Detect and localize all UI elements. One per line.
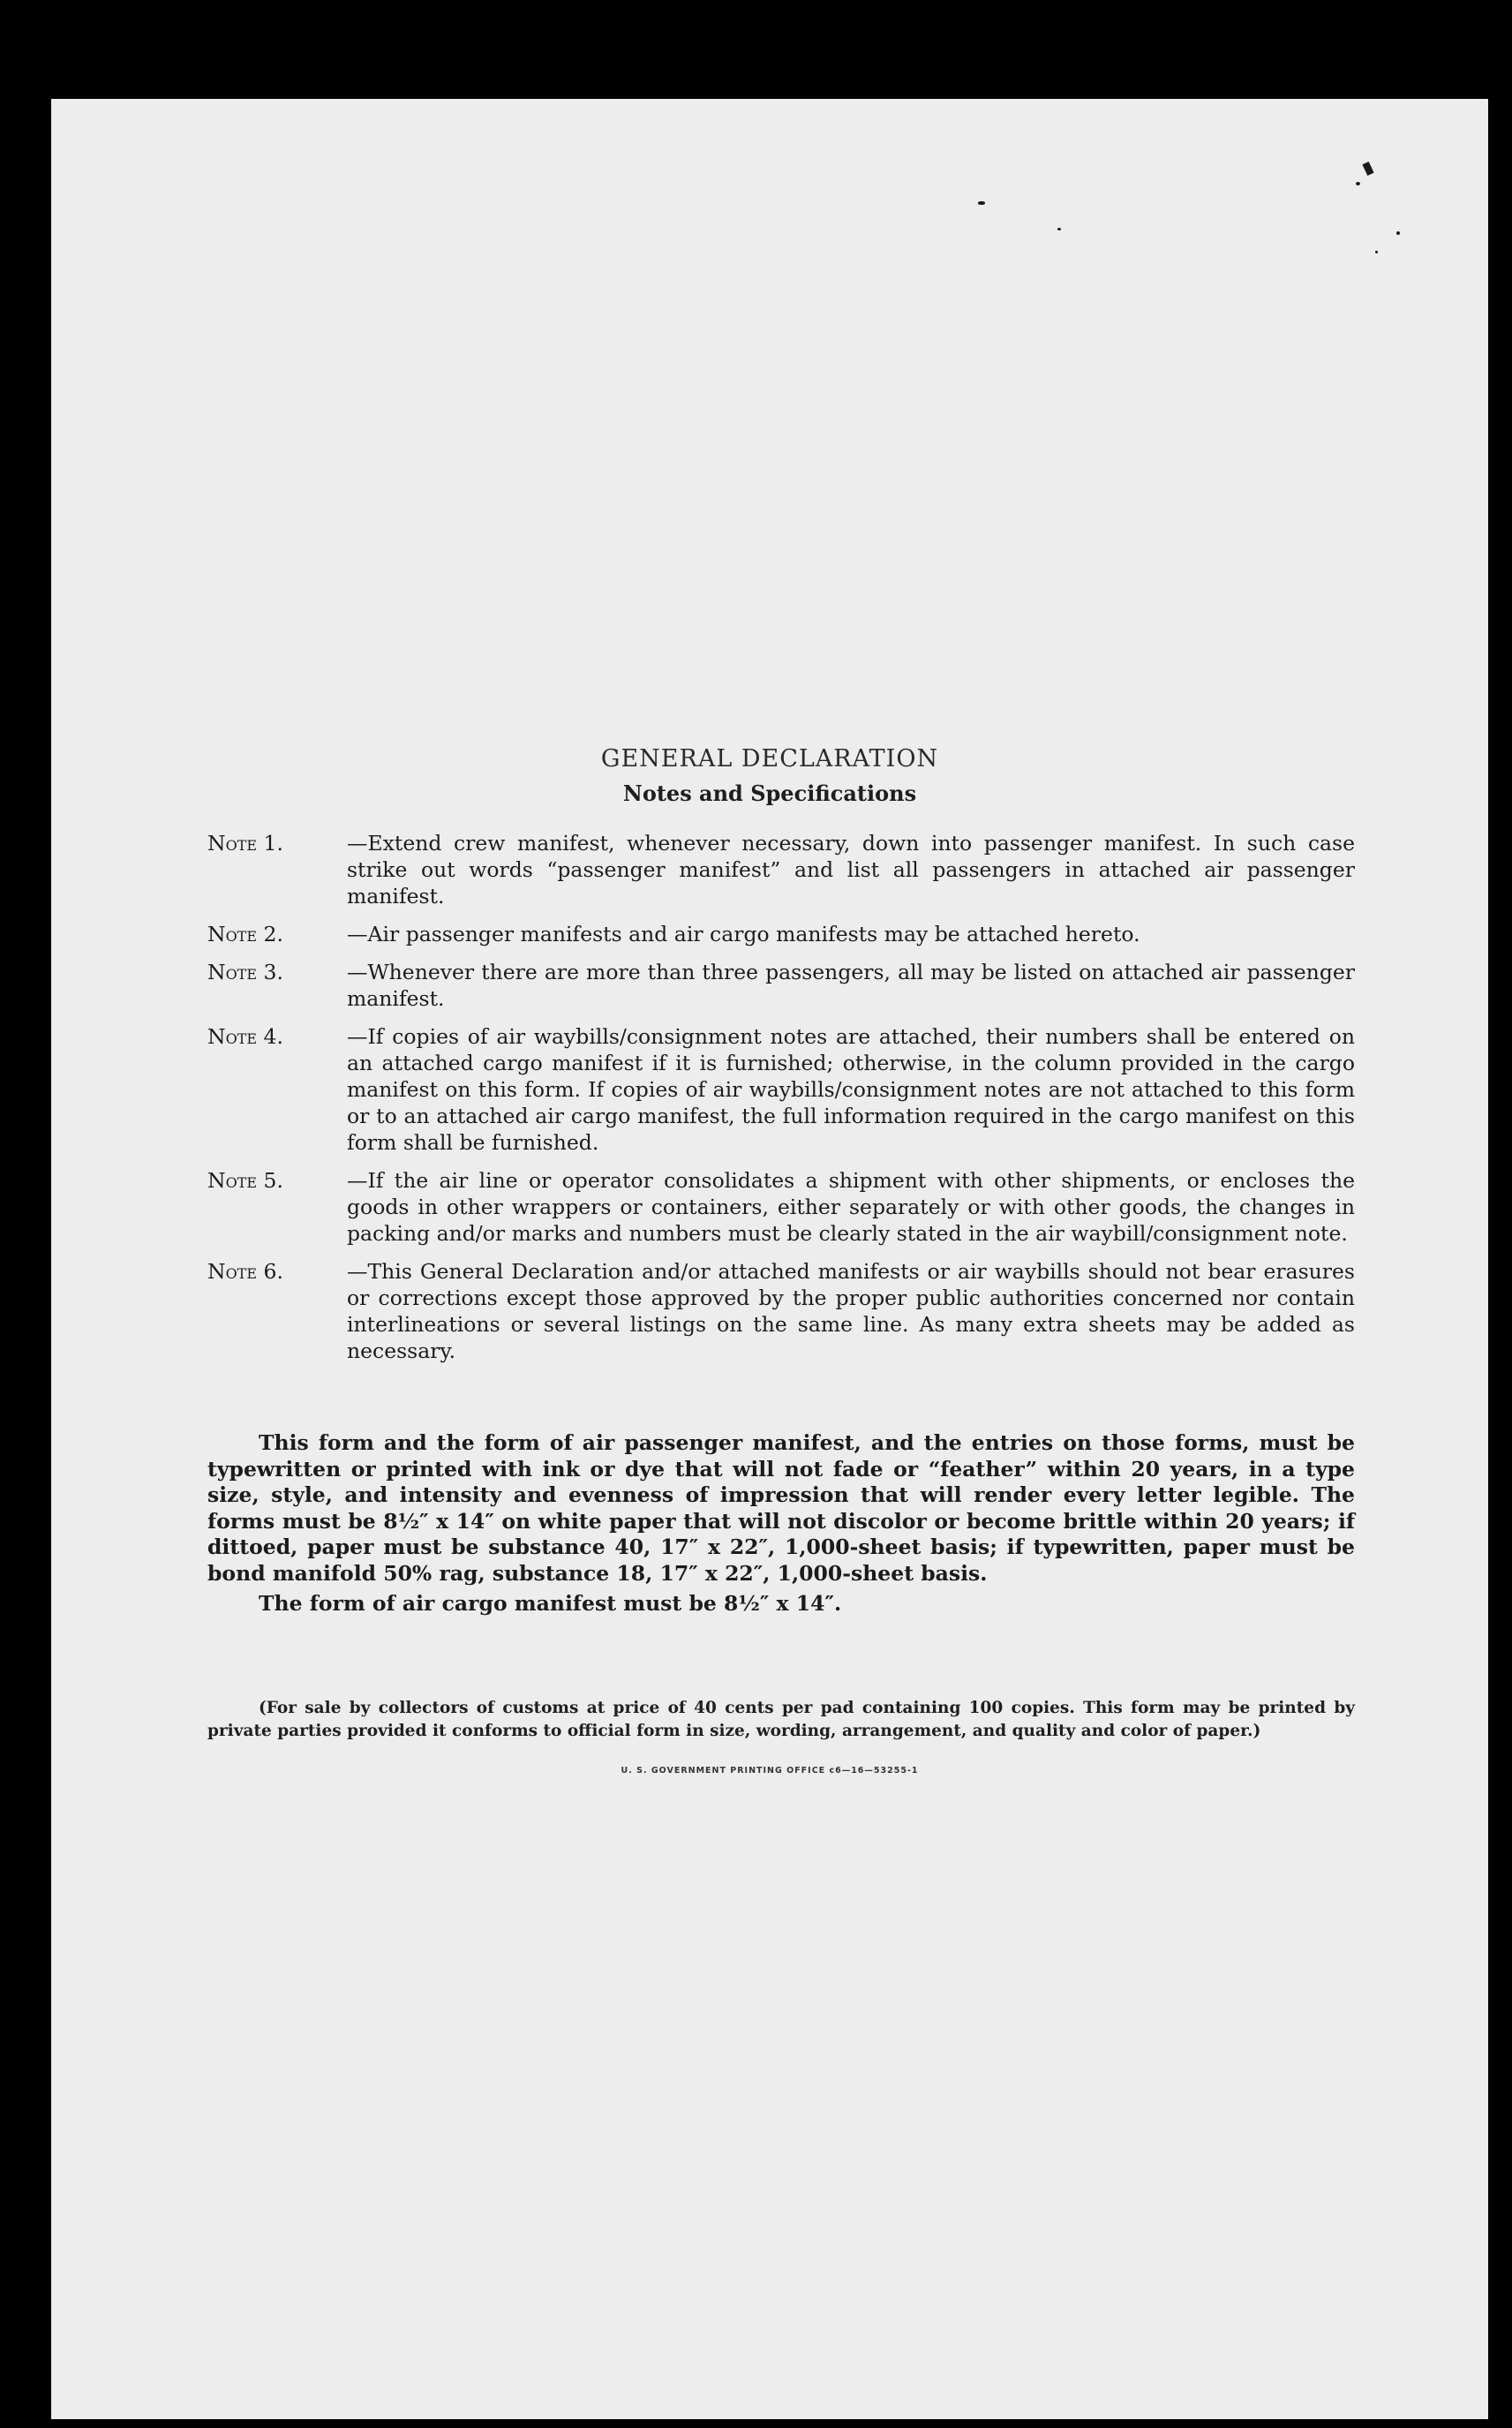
ink-speck bbox=[978, 201, 985, 205]
note-5 bbox=[207, 1167, 1355, 1247]
note-text: —Extend crew manifest, whenever necessary, down into passenger manifest. In such case strike out words “passenger manifest” and list all passengers in attached air passenger manifest. bbox=[347, 831, 1355, 909]
note-label: Note 6. bbox=[207, 1259, 283, 1284]
note-text: —If the air line or operator consolidates a shipment with other shipments, or encloses the goods in other wrappers or containers, either separately or with other goods, the changes in packing and/or marks and numbers must be clearly stated in the air waybill/consignment note. bbox=[347, 1168, 1355, 1246]
cargo-size-line: The form of air cargo manifest must be 8½″ x 14″. bbox=[259, 1591, 842, 1616]
note-label: Note 5. bbox=[207, 1168, 283, 1193]
note-6 bbox=[207, 1258, 1355, 1364]
note-text: —Whenever there are more than three passengers, all may be listed on attached air passenger manifest. bbox=[347, 960, 1355, 1011]
note-1 bbox=[207, 830, 1355, 909]
note-4 bbox=[207, 1023, 1355, 1156]
note-text: —This General Declaration and/or attached manifests or air waybills should not bear erasures or corrections except those approved by the proper public authorities concerned nor contain interlineations or several listings on the same line. As many extra sheets may be added as necessary. bbox=[347, 1259, 1355, 1363]
printer-imprint: U. S. GOVERNMENT PRINTING OFFICE c6—16—53255-1 bbox=[621, 1766, 919, 1776]
document-subtitle: Notes and Specifications bbox=[622, 780, 917, 806]
ink-speck bbox=[1362, 162, 1373, 176]
note-2 bbox=[207, 921, 1355, 947]
sale-note: (For sale by collectors of customs at price of 40 cents per pad containing 100 copies. This form may be printed by private parties provided it conforms to official form in size, wording, arrangement, and quality and color of paper.) bbox=[207, 1699, 1355, 1740]
note-label: Note 1. bbox=[207, 831, 283, 856]
note-label: Note 3. bbox=[207, 960, 283, 984]
specification-paragraph: This form and the form of air passenger manifest, and the entries on those forms, must be typewritten or printed with ink or dye that will not fade or “feather” within 20 years, in a type size, style, and intensity and evenness of impression that will render every letter legible. The forms must be 8½″ x 14″ on white paper that will not discolor or become brittle within 20 years; if dittoed, paper must be substance 40, 17″ x 22″, 1,000-sheet basis; if typewritten, paper must be bond manifold 50% rag, substance 18, 17″ x 22″, 1,000-sheet basis. bbox=[207, 1430, 1355, 1586]
note-text: —If copies of air waybills/consignment notes are attached, their numbers shall be entered on an attached cargo manifest if it is furnished; otherwise, in the column provided in the cargo manifest on this form. If copies of air waybills/consignment notes are not attached to this form or to an attached air cargo manifest, the full information required in the cargo manifest on this form shall be furnished. bbox=[347, 1024, 1355, 1155]
note-label: Note 2. bbox=[207, 922, 283, 946]
document-title: GENERAL DECLARATION bbox=[600, 745, 939, 773]
ink-speck bbox=[1356, 182, 1360, 185]
document-page bbox=[51, 99, 1488, 2419]
ink-speck bbox=[1375, 251, 1378, 253]
notes-list bbox=[207, 830, 1355, 1376]
note-label: Note 4. bbox=[207, 1024, 283, 1049]
note-3 bbox=[207, 959, 1355, 1012]
ink-speck bbox=[1057, 228, 1061, 230]
note-text: —Air passenger manifests and air cargo manifests may be attached hereto. bbox=[347, 922, 1140, 946]
ink-speck bbox=[1396, 231, 1400, 235]
